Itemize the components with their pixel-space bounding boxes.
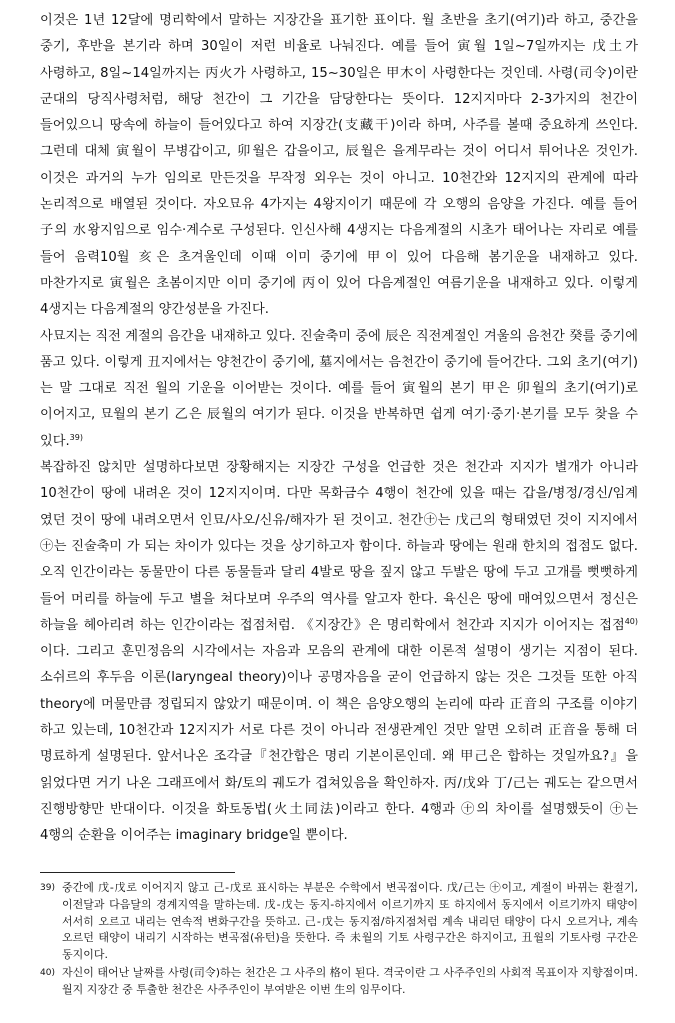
footnote-number: 39) — [40, 883, 55, 893]
paragraph-1 — [40, 8, 638, 324]
footnote-divider — [40, 872, 235, 873]
footnote-39 — [40, 880, 638, 964]
footnotes — [40, 880, 638, 1000]
paragraph-3 — [40, 455, 638, 849]
paragraph-2-text: 사묘지는 직전 계절의 음간을 내재하고 있다. 진술축미 중에 辰은 직전계절인 겨울의 음천간 癸를 중기에 품고 있다. 이렇게 丑지에서는 양천간이 중기에, 墓지에서는 음천간이 중기에 들어간다. 그외 초기(여기)는 말 그대로 직전 월의 기운을 이어받는 것이다. 예를 들어 寅월의 본기 甲은 卯월의 초기(여기)로 이어지고, 묘월의 본기 乙은 辰월의 여기가 된다. 이것을 반복하면 쉽게 여기·중기·본기를 모두 찾을 수 있다. — [40, 328, 638, 449]
main-text — [40, 8, 638, 850]
paragraph-3-text-continued: 이다. 그리고 훈민정음의 시각에서는 자음과 모음의 관계에 대한 이론적 설명이 생기는 지점이 된다. 소쉬르의 후두음 이론(laryngeal theory)이나 공명자음을 굳이 언급하지 않는 것은 그것들 또한 아직 theory에 머물만큼 정립되지 않았기 때문이며. 이 책은 음양오행의 논리에 따라 正音의 구조를 이야기 하고 있는데, 10천간과 12지지가 서로 다른 것이 아니라 전생관계인 것만 알면 오히려 正音을 통해 더 명료하게 설명된다. 앞서나온 조각글『천간합은 명리 기본이론인데. 왜 甲己은 합하는 것일까요?』을 읽었다면 거기 나온 그래프에서 화/토의 궤도가 겹쳐있음을 확인하자. 丙/戊와 丁/己는 궤도는 같으면서 진행방향만 반대이다. 이것을 화토동법(火土同法)이라고 한다. 4행과 ㊉의 차이를 설명했듯이 ㊉는 4행의 순환을 이어주는 imaginary bridge일 뿐이다. — [40, 644, 638, 844]
paragraph-1-text: 이것은 1년 12달에 명리학에서 말하는 지장간을 표기한 표이다. 월 초반을 초기(여기)라 하고, 중간을 중기, 후반을 본기라 하며 30일이 저런 비율로 나눠진다. 예를 들어 寅월 1일~7일까지는 戊土가 사령하고, 8일~14일까지는 丙火가 사령하고, 15~30일은 甲木이 사령한다는 것인데. 사령(司令)이란 군대의 당직사령처럼, 해당 천간이 그 기간을 담당한다는 뜻이다. 12지지마다 2-3가지의 천간이 들어있으니 땅속에 하늘이 들어있다고 하여 지장간(支藏干)이라 하며, 사주를 볼때 중요하게 쓰인다. 그런데 대체 寅월이 무병갑이고, 卯월은 갑을이고, 辰월은 을계무라는 것이 어디서 튀어나온 것인가. 이것은 과거의 누가 임의로 만든것을 무작정 외우는 것이 아니고. 10천간와 12지지의 관계에 따라 논리적으로 배열된 것이다. 자오묘유 4가지는 4왕지이기 때문에 각 오행의 음양을 가진다. 예를 들어 子의 水왕지임으로 임수·계수로 구성된다. 인신사해 4생지는 다음계절의 시초가 태어나는 자리로 예를 들어 음력10월 亥은 초겨울인데 이때 이미 중기에 甲이 있어 다음해 봄기운을 내재하고 있다. 마찬가지로 寅월은 초봄이지만 이미 중기에 丙이 있어 다음계절인 여름기운을 내재하고 있다. 이렇게 4생지는 다음계절의 양간성분을 가진다. — [40, 13, 638, 318]
footnote-40 — [40, 965, 638, 999]
paragraph-2 — [40, 324, 638, 455]
footnote-ref-40[interactable]: 40) — [624, 616, 638, 626]
footnote-text: 중간에 戊-戊로 이어지지 않고 己-戊로 표시하는 부분은 수학에서 변곡점이다. 戊/己는 ㊉이고, 계절이 바뀌는 환절기, 이전달과 다음달의 경계지역을 말하는데. 戊-戊는 동지-하지에서 이르기까지 또 하지에서 동지에서 이르기까지 태양이 서서히 오르고 내리는 연속적 변화구간을 뜻하고. 己-戊는 동지점/하지점처럼 계속 내리던 태양이 다시 오르거나, 계속 오르던 태양이 내리기 시작하는 변곡점(유턴)을 뜻한다. 즉 未월의 기토 사령구간은 하지이고, 丑월의 기토사령 구간은 동지이다. — [62, 881, 638, 962]
footnote-text: 자신이 태어난 날짜를 사령(司令)하는 천간은 그 사주의 格이 된다. 격국이란 그 사주주인의 사회적 목표이자 지향점이며. 월지 지장간 중 투출한 천간은 사주주인이 부여받은 이번 生의 임무이다. — [62, 965, 638, 996]
footnote-ref-39[interactable]: 39) — [69, 432, 83, 442]
paragraph-3-text: 복잡하진 않치만 설명하다보면 장황해지는 지장간 구성을 언급한 것은 천간과 지지가 별개가 아니라 10천간이 땅에 내려온 것이 12지지이며. 다만 목화금수 4행이 천간에 있을 때는 갑을/병정/경신/임계 였던 것이 땅에 내려오면서 인묘/사오/신유/해자가 된 것이고. 천간㊉는 戊己의 형태였던 것이 지지에서 ㊉는 진술축미 가 되는 차이가 있다는 것을 상기하고자 함이다. 하늘과 땅에는 원래 한치의 접점도 없다. 오직 인간이라는 동물만이 다른 동물들과 달리 4발로 땅을 짚지 않고 두발은 땅에 두고 고개를 뻣뻣하게 들어 머리를 하늘에 두고 별을 쳐다보며 우주의 역사를 알고자 한다. 육신은 땅에 매여있으면서 정신은 하늘을 헤아리려 하는 인간이라는 접점처럼. 《지장간》은 명리학에서 천간과 지지가 이어지는 접점 — [40, 460, 638, 633]
footnote-number: 40) — [40, 967, 55, 978]
